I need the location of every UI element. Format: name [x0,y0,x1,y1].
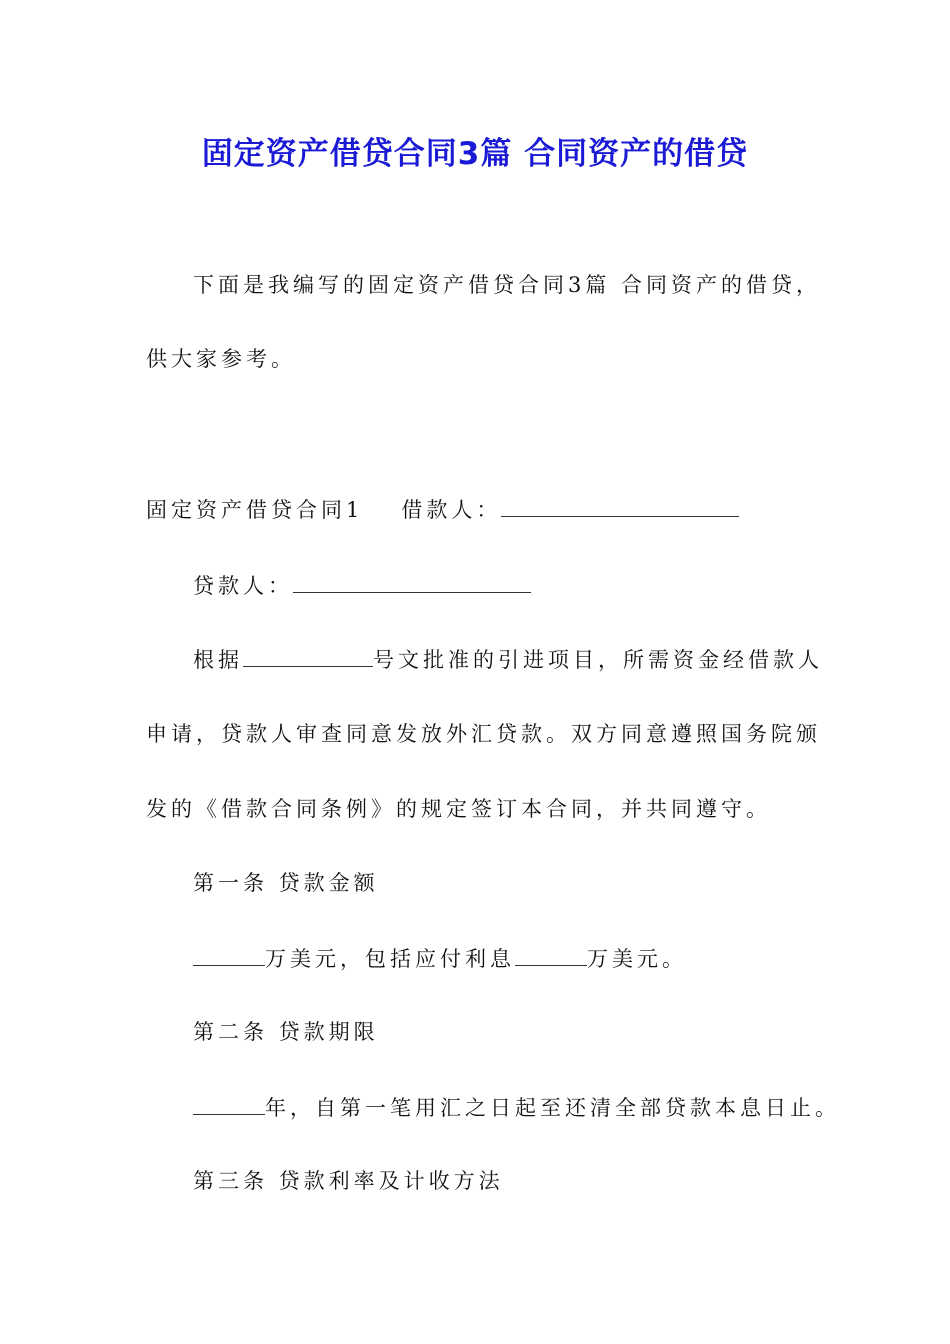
para1-suffix: 号文批准的引进项目，所需资金经借款人 [373,648,823,672]
para1-line-3: 发的《借款合同条例》的规定签订本合同，并共同遵守。 [146,797,771,821]
article1-text-a: 万美元，包括应付利息 [265,947,515,971]
article1-title: 第一条 贷款金额 [193,871,379,895]
para1-line-2: 申请，贷款人审查同意发放外汇贷款。双方同意遵照国务院颁 [146,722,821,746]
para1-prefix: 根据 [193,648,243,672]
amount-blank [193,943,265,966]
article1-text-line [193,943,687,974]
lender-line [193,570,531,601]
intro-line-1: 下面是我编写的固定资产借贷合同3篇 合同资产的借贷， [193,273,822,297]
borrower-blank [501,494,739,517]
para1-line-1 [193,644,823,675]
article2-title: 第二条 贷款期限 [193,1020,379,1044]
intro-line-2: 供大家参考。 [146,347,296,371]
article1-text-b: 万美元。 [587,947,687,971]
article3-title: 第三条 贷款利率及计收方法 [193,1169,504,1193]
article2-text-line [193,1092,840,1123]
document-title: 固定资产借贷合同3篇 合同资产的借贷 [201,136,749,172]
lender-label: 贷款人： [193,574,293,598]
contract-heading-line [146,494,739,525]
term-years-blank [193,1092,265,1115]
contract-heading: 固定资产借贷合同1 [146,498,364,522]
borrower-label: 借款人： [401,498,502,522]
article2-text: 年，自第一笔用汇之日起至还清全部贷款本息日止。 [265,1096,840,1120]
lender-blank [293,570,531,593]
interest-blank [515,943,587,966]
document-number-blank [243,644,373,667]
